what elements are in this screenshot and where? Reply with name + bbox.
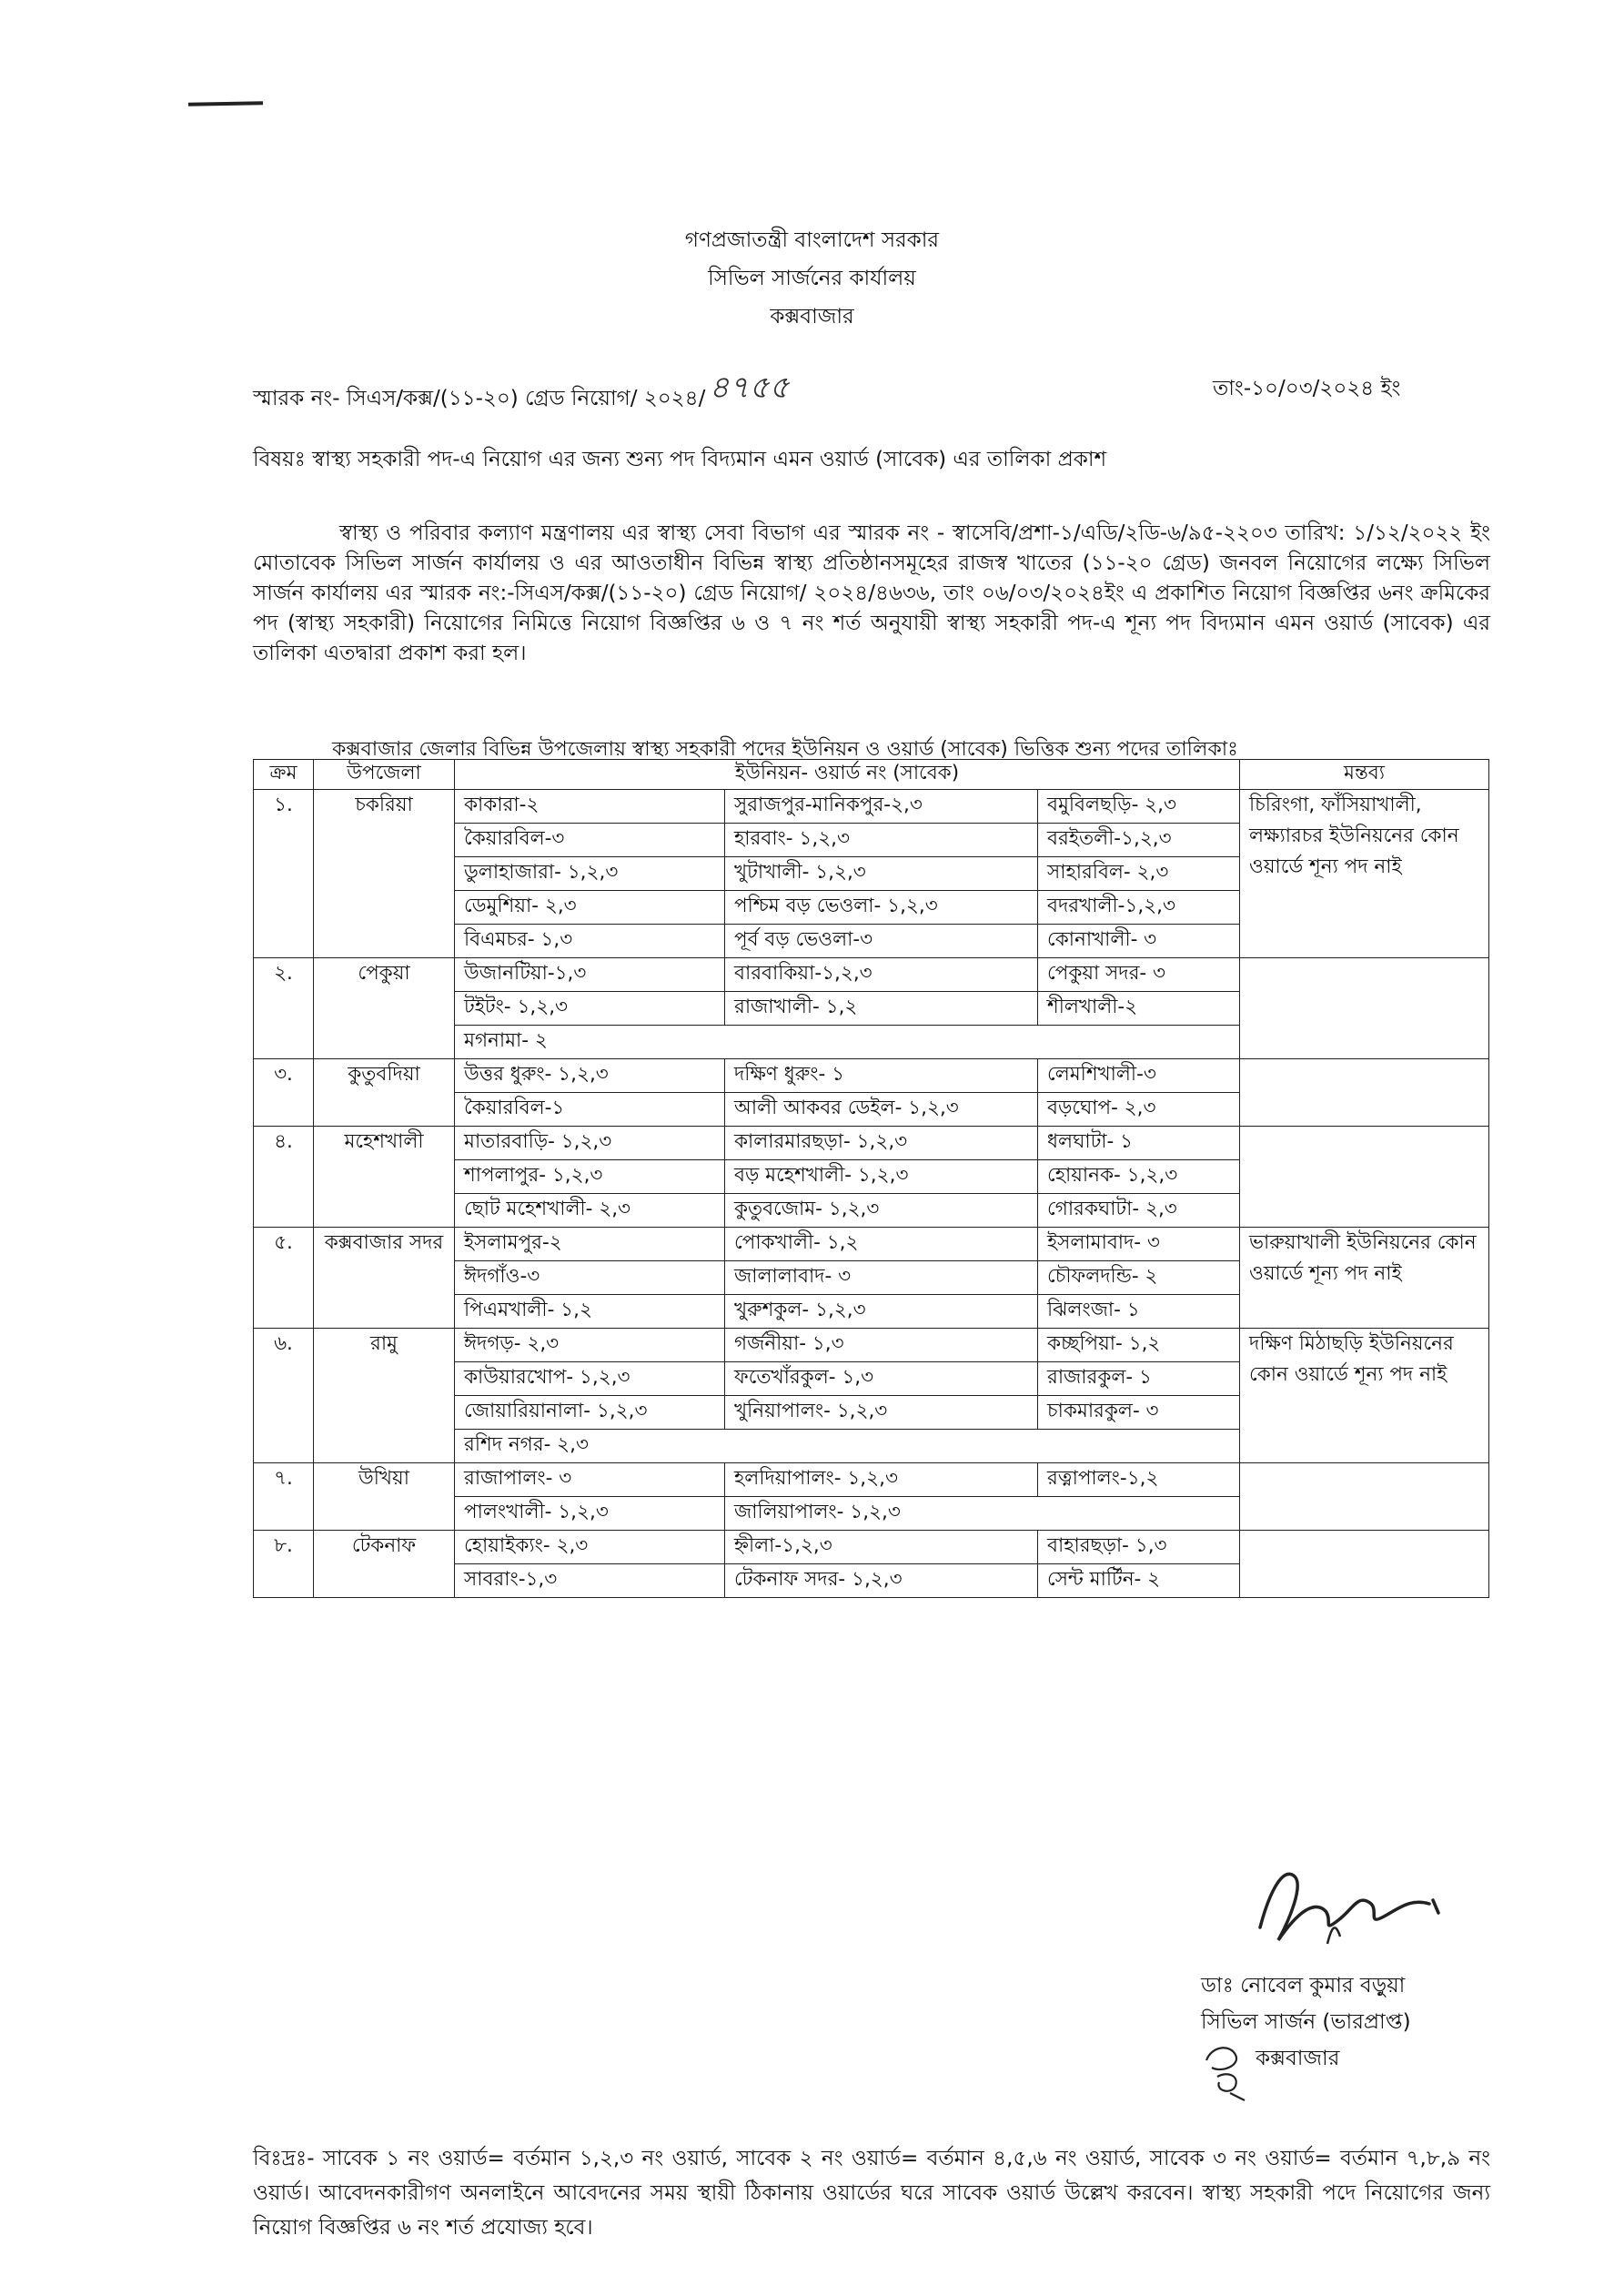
remarks-cell: ভারুয়াখালী ইউনিয়নের কোন ওয়ার্ডে শূন্য পদ নাই [1240, 1228, 1489, 1329]
union-ward-cell: শীলখালী-২ [1038, 992, 1240, 1026]
union-ward-cell: গোরকঘাটা- ২,৩ [1038, 1194, 1240, 1228]
union-ward-cell: খুটাখালী- ১,২,৩ [725, 857, 1038, 891]
signatory-name: ডাঃ নোবেল কুমার বড়ুয়া [1201, 1974, 1406, 1998]
union-ward-cell: কোনাখালী- ৩ [1038, 925, 1240, 958]
memo-date: তাং-১০/০৩/২০২৪ ইং [1213, 377, 1401, 400]
union-ward-cell: আলী আকবর ডেইল- ১,২,৩ [725, 1093, 1038, 1127]
union-ward-cell: বাহারছড়া- ১,৩ [1038, 1531, 1240, 1564]
union-ward-cell: ফতেখাঁরকুল- ১,৩ [725, 1362, 1038, 1396]
union-ward-cell: বিএমচর- ১,৩ [455, 925, 725, 958]
remarks-cell: দক্ষিণ মিঠাছড়ি ইউনিয়নের কোন ওয়ার্ডে শূন্য পদ নাই [1240, 1329, 1489, 1463]
upazila-cell: কক্সবাজার সদর [314, 1228, 455, 1329]
header-serial: ক্রম [254, 760, 314, 790]
pen-dash-mark [188, 101, 263, 106]
upazila-cell: কুতুবদিয়া [314, 1059, 455, 1127]
header-upazila: উপজেলা [314, 760, 455, 790]
union-ward-cell: বড়ঘোপ- ২,৩ [1038, 1093, 1240, 1127]
memo-subject: বিষয়ঃ স্বাস্থ্য সহকারী পদ-এ নিয়োগ এর জন্য শুন্য পদ বিদ্যমান এমন ওয়ার্ড (সাবেক) এর তালিকা প্রকাশ [253, 448, 1107, 471]
gov-header-line: গণপ্রজাতন্ত্রী বাংলাদেশ সরকার [684, 228, 940, 252]
union-ward-cell: কাউয়ারখোপ- ১,২,৩ [455, 1362, 725, 1396]
union-ward-cell: সাবরাং-১,৩ [455, 1564, 725, 1598]
union-ward-cell: হোয়াইক্যং- ২,৩ [455, 1531, 725, 1564]
footnote: বিঃদ্রঃ- সাবেক ১ নং ওয়ার্ড= বর্তমান ১,২,৩ নং ওয়ার্ড, সাবেক ২ নং ওয়ার্ড= বর্তমান ৪,৫,৬ নং ওয়ার্ড, সাবেক ৩ নং ওয়ার্ড= বর্তমান ৭,৮,৯ নং ওয়ার্ড। আবেদনকারীগণ অনলাইনে আবেদনের সময় স্থায়ী ঠিকানায় ওয়ার্ডের ঘরে সাবেক ওয়ার্ড উল্লেখ করবেন। স্বাস্থ্য সহকারী পদে নিয়োগের জন্য নিয়োগ বিজ্ঞপ্তির ৬ নং শর্ত প্রযোজ্য হবে। [253, 2147, 1490, 2240]
table-row [254, 1531, 1489, 1564]
union-ward-cell: কচ্ছপিয়া- ১,২ [1038, 1329, 1240, 1362]
union-ward-cell: বড় মহেশখালী- ১,২,৩ [725, 1160, 1038, 1194]
initial-mark-stamp [1199, 2040, 1254, 2109]
serial-cell: ৭. [254, 1463, 314, 1531]
memo-ref-text: স্মারক নং- সিএস/কক্স/(১১-২০) গ্রেড নিয়োগ/ ২০২৪/ [253, 387, 706, 410]
union-ward-cell: পিএমখালী- ১,২ [455, 1295, 725, 1329]
union-ward-cell: রাজাখালী- ১,২ [725, 992, 1038, 1026]
union-ward-cell: বরইতলী-১,২,৩ [1038, 824, 1240, 857]
upazila-cell: পেকুয়া [314, 958, 455, 1059]
union-ward-cell: পালংখালী- ১,২,৩ [455, 1497, 725, 1531]
union-ward-cell: ধলঘাটা- ১ [1038, 1127, 1240, 1160]
union-ward-cell: গর্জনীয়া- ১,৩ [725, 1329, 1038, 1362]
handwritten-signature [1251, 1856, 1469, 1962]
union-ward-cell: ঈদগাঁও-৩ [455, 1261, 725, 1295]
upazila-cell: মহেশখালী [314, 1127, 455, 1228]
serial-cell: ৬. [254, 1329, 314, 1463]
union-ward-cell: ডুলাহাজারা- ১,২,৩ [455, 857, 725, 891]
table-row [254, 1228, 1489, 1261]
office-header-line: সিভিল সার্জনের কার্যালয় [708, 267, 916, 290]
union-ward-cell: উজানটিয়া-১,৩ [455, 958, 725, 992]
union-ward-cell: চৌফলদন্ডি- ২ [1038, 1261, 1240, 1295]
union-ward-cell: কালারমারছড়া- ১,২,৩ [725, 1127, 1038, 1160]
union-ward-cell: রত্নাপালং-১,২ [1038, 1463, 1240, 1497]
union-ward-cell: হোয়ানক- ১,২,৩ [1038, 1160, 1240, 1194]
union-ward-cell: টইটং- ১,২,৩ [455, 992, 725, 1026]
union-ward-cell: খুরুশকুল- ১,২,৩ [725, 1295, 1038, 1329]
table-row [254, 1059, 1489, 1093]
union-ward-cell: ঈদগড়- ২,৩ [455, 1329, 725, 1362]
memo-ref-handwritten: ৪৭৫৫ [709, 369, 790, 406]
union-ward-cell: কুতুবজোম- ১,২,৩ [725, 1194, 1038, 1228]
memo-reference [253, 369, 790, 423]
remarks-cell [1240, 958, 1489, 1059]
remarks-cell [1240, 1127, 1489, 1228]
union-ward-cell: জালিয়াপালং- ১,২,৩ [725, 1497, 1240, 1531]
union-ward-cell: রশিদ নগর- ২,৩ [455, 1430, 1240, 1463]
union-ward-cell: পশ্চিম বড় ভেওলা- ১,২,৩ [725, 891, 1038, 925]
union-ward-cell: ইসলামাবাদ- ৩ [1038, 1228, 1240, 1261]
union-ward-cell: হ্নীলা-১,২,৩ [725, 1531, 1038, 1564]
union-ward-cell: রাজাপালং- ৩ [455, 1463, 725, 1497]
serial-cell: ৮. [254, 1531, 314, 1598]
union-ward-cell: চাকমারকুল- ৩ [1038, 1396, 1240, 1430]
upazila-cell: টেকনাফ [314, 1531, 455, 1598]
serial-cell: ২. [254, 958, 314, 1059]
union-ward-cell: পেকুয়া সদর- ৩ [1038, 958, 1240, 992]
body-paragraph: স্বাস্থ্য ও পরিবার কল্যাণ মন্ত্রণালয় এর স্বাস্থ্য সেবা বিভাগ এর স্মারক নং - স্বাসেবি/প্রশা-১/এডি/২ডি-৬/৯৫-২২০৩ তারিখ: ১/১২/২০২২ ইং মোতাবেক সিভিল সার্জন কার্যালয় ও এর আওতাধীন বিভিন্ন স্বাস্থ্য প্রতিষ্ঠানসমূহের রাজস্ব খাতের (১১-২০ গ্রেড) জনবল নিয়োগের লক্ষ্যে সিভিল সার্জন কার্যালয় এর স্মারক নং:-সিএস/কক্স/(১১-২০) গ্রেড নিয়োগ/ ২০২৪/৪৬৩৬, তাং ০৬/০৩/২০২৪ইং এ প্রকাশিত নিয়োগ বিজ্ঞপ্তির ৬নং ক্রমিকের পদ (স্বাস্থ্য সহকারী) নিয়োগের নিমিত্তে নিয়োগ বিজ্ঞপ্তির ৬ ও ৭ নং শর্ত অনুযায়ী স্বাস্থ্য সহকারী পদ-এ শূন্য পদ বিদ্যমান এমন ওয়ার্ড (সাবেক) এর তালিকা এতদ্বারা প্রকাশ করা হল। [253, 521, 1490, 665]
union-ward-cell: বারবাকিয়া-১,২,৩ [725, 958, 1038, 992]
union-ward-cell: পূর্ব বড় ভেওলা-৩ [725, 925, 1038, 958]
union-ward-cell: ইসলামপুর-২ [455, 1228, 725, 1261]
union-ward-cell: জালালাবাদ- ৩ [725, 1261, 1038, 1295]
serial-cell: ৩. [254, 1059, 314, 1127]
table-row [254, 790, 1489, 824]
union-ward-cell: রাজারকুল- ১ [1038, 1362, 1240, 1396]
signatory-place: কক্সবাজার [1256, 2047, 1340, 2070]
remarks-cell [1240, 1059, 1489, 1127]
union-ward-cell: উত্তর ধুরুং- ১,২,৩ [455, 1059, 725, 1093]
union-ward-cell: খুনিয়াপালং- ১,২,৩ [725, 1396, 1038, 1430]
union-ward-cell: বমুবিলছড়ি- ২,৩ [1038, 790, 1240, 824]
union-ward-cell: মাতারবাড়ি- ১,২,৩ [455, 1127, 725, 1160]
union-ward-cell: টেকনাফ সদর- ১,২,৩ [725, 1564, 1038, 1598]
district-header-line: কক্সবাজার [770, 305, 854, 329]
union-ward-cell: হারবাং- ১,২,৩ [725, 824, 1038, 857]
union-ward-cell: কাকারা-২ [455, 790, 725, 824]
union-ward-cell: ছোট মহেশখালী- ২,৩ [455, 1194, 725, 1228]
upazila-cell: রামু [314, 1329, 455, 1463]
union-ward-cell: ঝিলংজা- ১ [1038, 1295, 1240, 1329]
union-ward-cell: সুরাজপুর-মানিকপুর-২,৩ [725, 790, 1038, 824]
union-ward-cell: কৈয়ারবিল-৩ [455, 824, 725, 857]
table-row [254, 1127, 1489, 1160]
union-ward-cell: ডেমুশিয়া- ২,৩ [455, 891, 725, 925]
union-ward-cell: পোকখালী- ১,২ [725, 1228, 1038, 1261]
table-header-row [254, 760, 1489, 790]
header-unions: ইউনিয়ন- ওয়ার্ড নং (সাবেক) [455, 760, 1240, 790]
union-ward-cell: লেমশিখালী-৩ [1038, 1059, 1240, 1093]
upazila-cell: উখিয়া [314, 1463, 455, 1531]
union-ward-cell: জোয়ারিয়ানালা- ১,২,৩ [455, 1396, 725, 1430]
vacancy-table [253, 759, 1489, 1598]
table-row [254, 1463, 1489, 1497]
union-ward-cell: শাপলাপুর- ১,২,৩ [455, 1160, 725, 1194]
serial-cell: ৪. [254, 1127, 314, 1228]
header-remarks: মন্তব্য [1240, 760, 1489, 790]
union-ward-cell: মগনামা- ২ [455, 1026, 1240, 1059]
union-ward-cell: বদরখালী-১,২,৩ [1038, 891, 1240, 925]
remarks-cell: চিরিংগা, ফাঁসিয়াখালী, লক্ষ্যারচর ইউনিয়নের কোন ওয়ার্ডে শূন্য পদ নাই [1240, 790, 1489, 958]
serial-cell: ১. [254, 790, 314, 958]
upazila-cell: চকরিয়া [314, 790, 455, 958]
remarks-cell [1240, 1463, 1489, 1531]
table-row [254, 958, 1489, 992]
union-ward-cell: সাহারবিল- ২,৩ [1038, 857, 1240, 891]
serial-cell: ৫. [254, 1228, 314, 1329]
union-ward-cell: হলদিয়াপালং- ১,২,৩ [725, 1463, 1038, 1497]
signatory-title: সিভিল সার্জন (ভারপ্রাপ্ত) [1201, 2010, 1411, 2034]
union-ward-cell: দক্ষিণ ধুরুং- ১ [725, 1059, 1038, 1093]
union-ward-cell: সেন্ট মার্টিন- ২ [1038, 1564, 1240, 1598]
union-ward-cell: কৈয়ারবিল-১ [455, 1093, 725, 1127]
table-row [254, 1329, 1489, 1362]
table-caption: কক্সবাজার জেলার বিভিন্ন উপজেলায় স্বাস্থ্য সহকারী পদের ইউনিয়ন ও ওয়ার্ড (সাবেক) ভিত্তিক শুন্য পদের তালিকাঃ [332, 738, 1238, 761]
remarks-cell [1240, 1531, 1489, 1598]
